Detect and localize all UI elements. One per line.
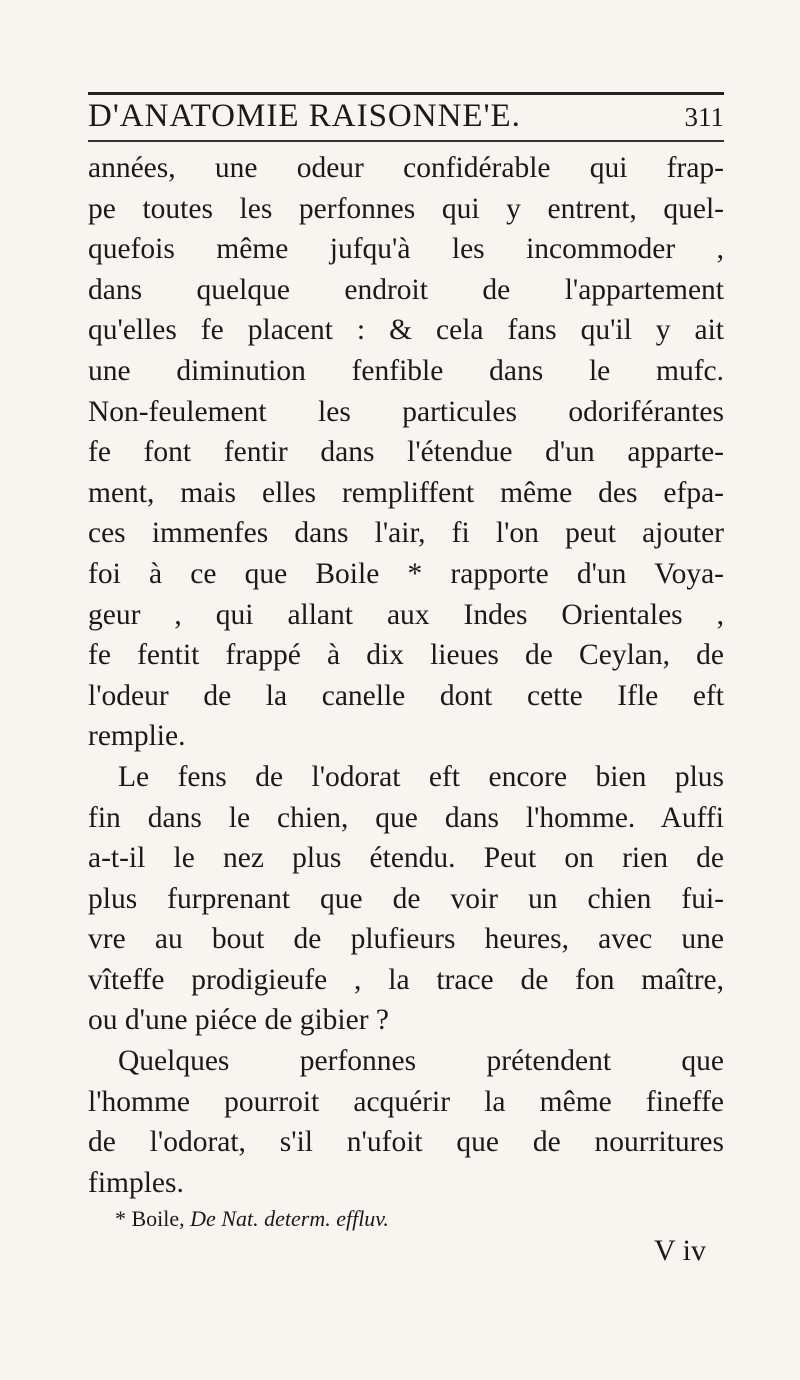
running-head-title: D'ANATOMIE RAISONNE'E. (88, 98, 521, 134)
head-rule (88, 140, 724, 142)
text-line: Non-feulement les particules odoriférantes (88, 395, 724, 428)
top-rule (88, 92, 724, 95)
text-line: fin dans le chien, que dans l'homme. Auffi (88, 801, 724, 834)
text-line: quefois même jufqu'à les incommoder , (88, 233, 724, 266)
text-line: une diminution fenfible dans le mufc. (88, 354, 724, 387)
signature-mark: V iv (654, 1234, 706, 1267)
text-line: l'odeur de la canelle dont cette Ifle eft (88, 679, 724, 712)
text-line: ces immenfes dans l'air, fi l'on peut ajouter (88, 517, 724, 550)
text-line: de l'odorat, s'il n'ufoit que de nourritures (88, 1126, 724, 1159)
text-line: ou d'une piéce de gibier ? (88, 1004, 390, 1037)
text-line: vre au bout de plufieurs heures, avec une (88, 923, 724, 956)
text-line: dans quelque endroit de l'appartement (88, 273, 724, 306)
text-line: fe fentit frappé à dix lieues de Ceylan, de (88, 639, 724, 672)
text-line: années, une odeur confidérable qui frap- (88, 152, 724, 184)
text-line: foi à ce que Boile * rapporte d'un Voya- (88, 557, 724, 590)
text-line: remplie. (88, 720, 186, 753)
text-line: ment, mais elles rempliffent même des efpa- (88, 476, 724, 509)
text-line: Quelques perfonnes prétendent que (118, 1045, 724, 1078)
running-head (88, 98, 724, 138)
footnote (115, 1206, 389, 1232)
footnote-author: * Boile, (115, 1206, 185, 1231)
text-line: vîteffe prodigieufe , la trace de fon maître, (88, 963, 724, 996)
text-line: l'homme pourroit acquérir la même fineffe (88, 1085, 724, 1118)
text-line: Le fens de l'odorat eft encore bien plus (118, 760, 724, 793)
text-line: qu'elles fe placent : & cela fans qu'il y ait (88, 314, 724, 347)
text-line: a-t-il le nez plus étendu. Peut on rien de (88, 842, 724, 875)
text-line: fe font fentir dans l'étendue d'un apparte- (88, 436, 724, 469)
text-line: plus furprenant que de voir un chien fui- (88, 882, 724, 915)
footnote-title: De Nat. determ. effluv. (190, 1206, 389, 1231)
body-text (88, 148, 724, 1203)
page-number: 311 (684, 102, 724, 132)
text-line: pe toutes les perfonnes qui y entrent, quel- (88, 192, 724, 225)
text-line: fimples. (88, 1166, 184, 1199)
text-line: geur , qui allant aux Indes Orientales , (88, 598, 724, 631)
